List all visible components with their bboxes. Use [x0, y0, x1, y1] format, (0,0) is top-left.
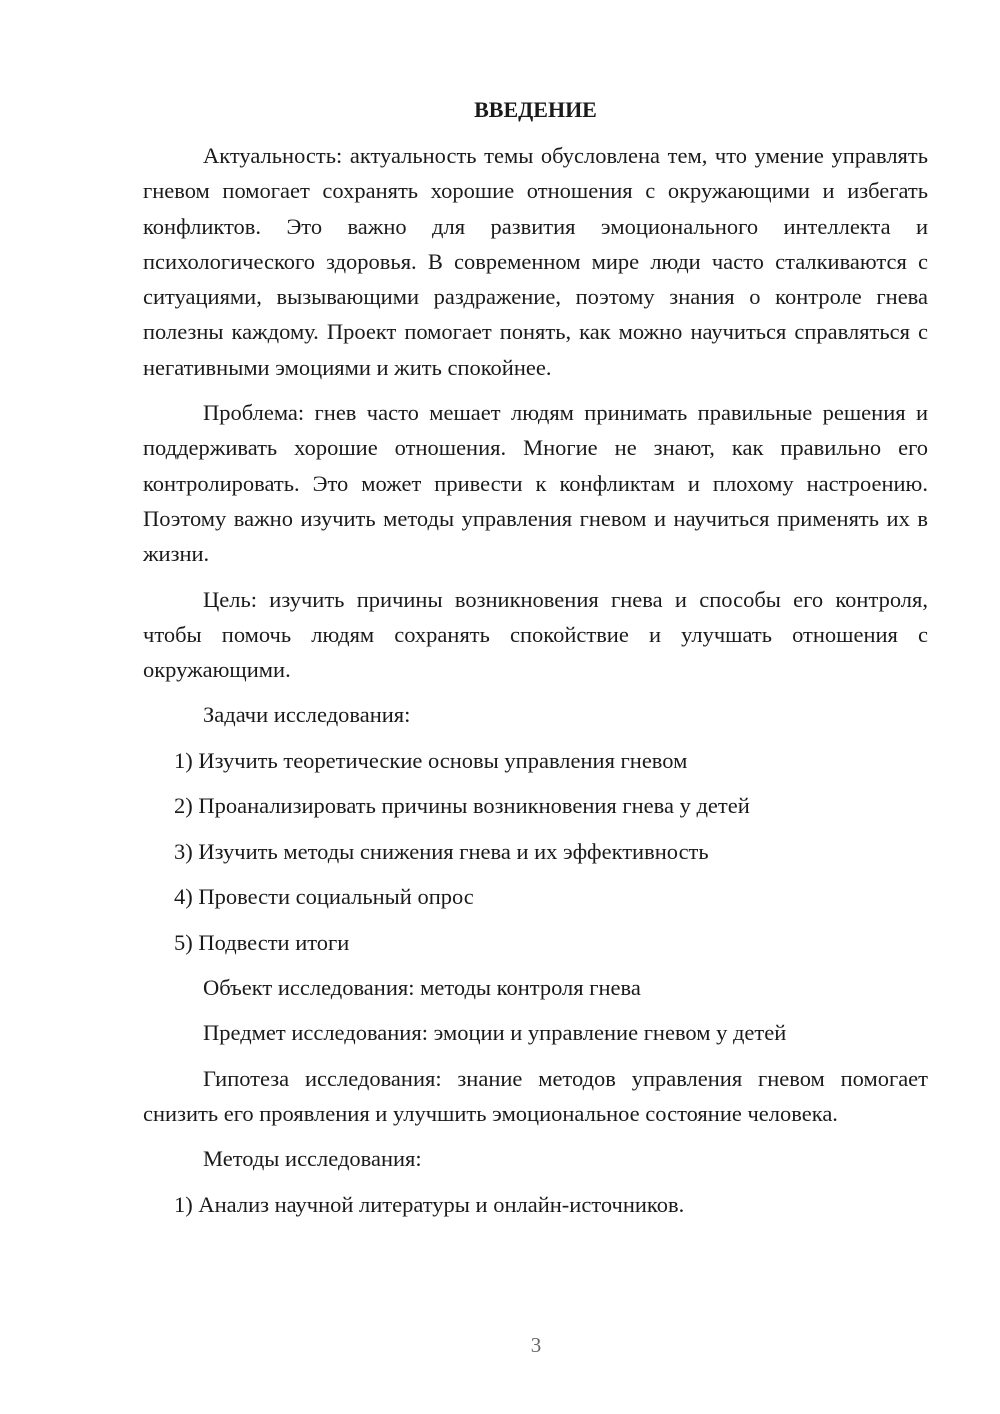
task-item-3: 3) Изучить методы снижения гнева и их эффективность [174, 838, 709, 864]
relevance-paragraph: Актуальность: актуальность темы обусловлена тем, что умение управлять гневом помогает сохранять хорошие отношения с окружающими и избегать конфликтов. Это важно для развития эмоционального интеллекта и психологического здоровья. В современном мире люди часто сталкиваются с ситуациями, вызывающими раздражение, поэтому знания о контроле гнева полезны каждому. Проект помогает понять, как можно научиться справляться с негативными эмоциями и жить спокойнее. [143, 143, 928, 380]
page-content [143, 94, 928, 1232]
methods-heading: Методы исследования: [203, 1146, 422, 1172]
method-item-1: 1) Анализ научной литературы и онлайн-источников. [174, 1191, 685, 1217]
problem-paragraph: Проблема: гнев часто мешает людям принимать правильные решения и поддерживать хорошие отношения. Многие не знают, как правильно его контролировать. Это может привести к конфликтам и плохому настроению. Поэтому важно изучить методы управления гневом и научиться применять их в жизни. [143, 400, 928, 567]
task-item-4: 4) Провести социальный опрос [174, 884, 474, 910]
tasks-heading: Задачи исследования: [203, 702, 411, 728]
page-number: 3 [530, 1333, 542, 1357]
research-subject: Предмет исследования: эмоции и управление гневом у детей [203, 1020, 787, 1046]
task-item-2: 2) Проанализировать причины возникновения гнева у детей [174, 793, 750, 819]
hypothesis-paragraph: Гипотеза исследования: знание методов управления гневом помогает снизить его проявления и улучшить эмоциональное состояние человека. [143, 1065, 928, 1127]
task-item-1: 1) Изучить теоретические основы управления гневом [174, 747, 688, 773]
task-item-5: 5) Подвести итоги [174, 929, 350, 955]
goal-paragraph: Цель: изучить причины возникновения гнева и способы его контроля, чтобы помочь людям сохранять спокойствие и улучшать отношения с окружающими. [143, 586, 928, 683]
research-object: Объект исследования: методы контроля гнева [203, 975, 641, 1001]
section-title: ВВЕДЕНИЕ [474, 97, 597, 122]
